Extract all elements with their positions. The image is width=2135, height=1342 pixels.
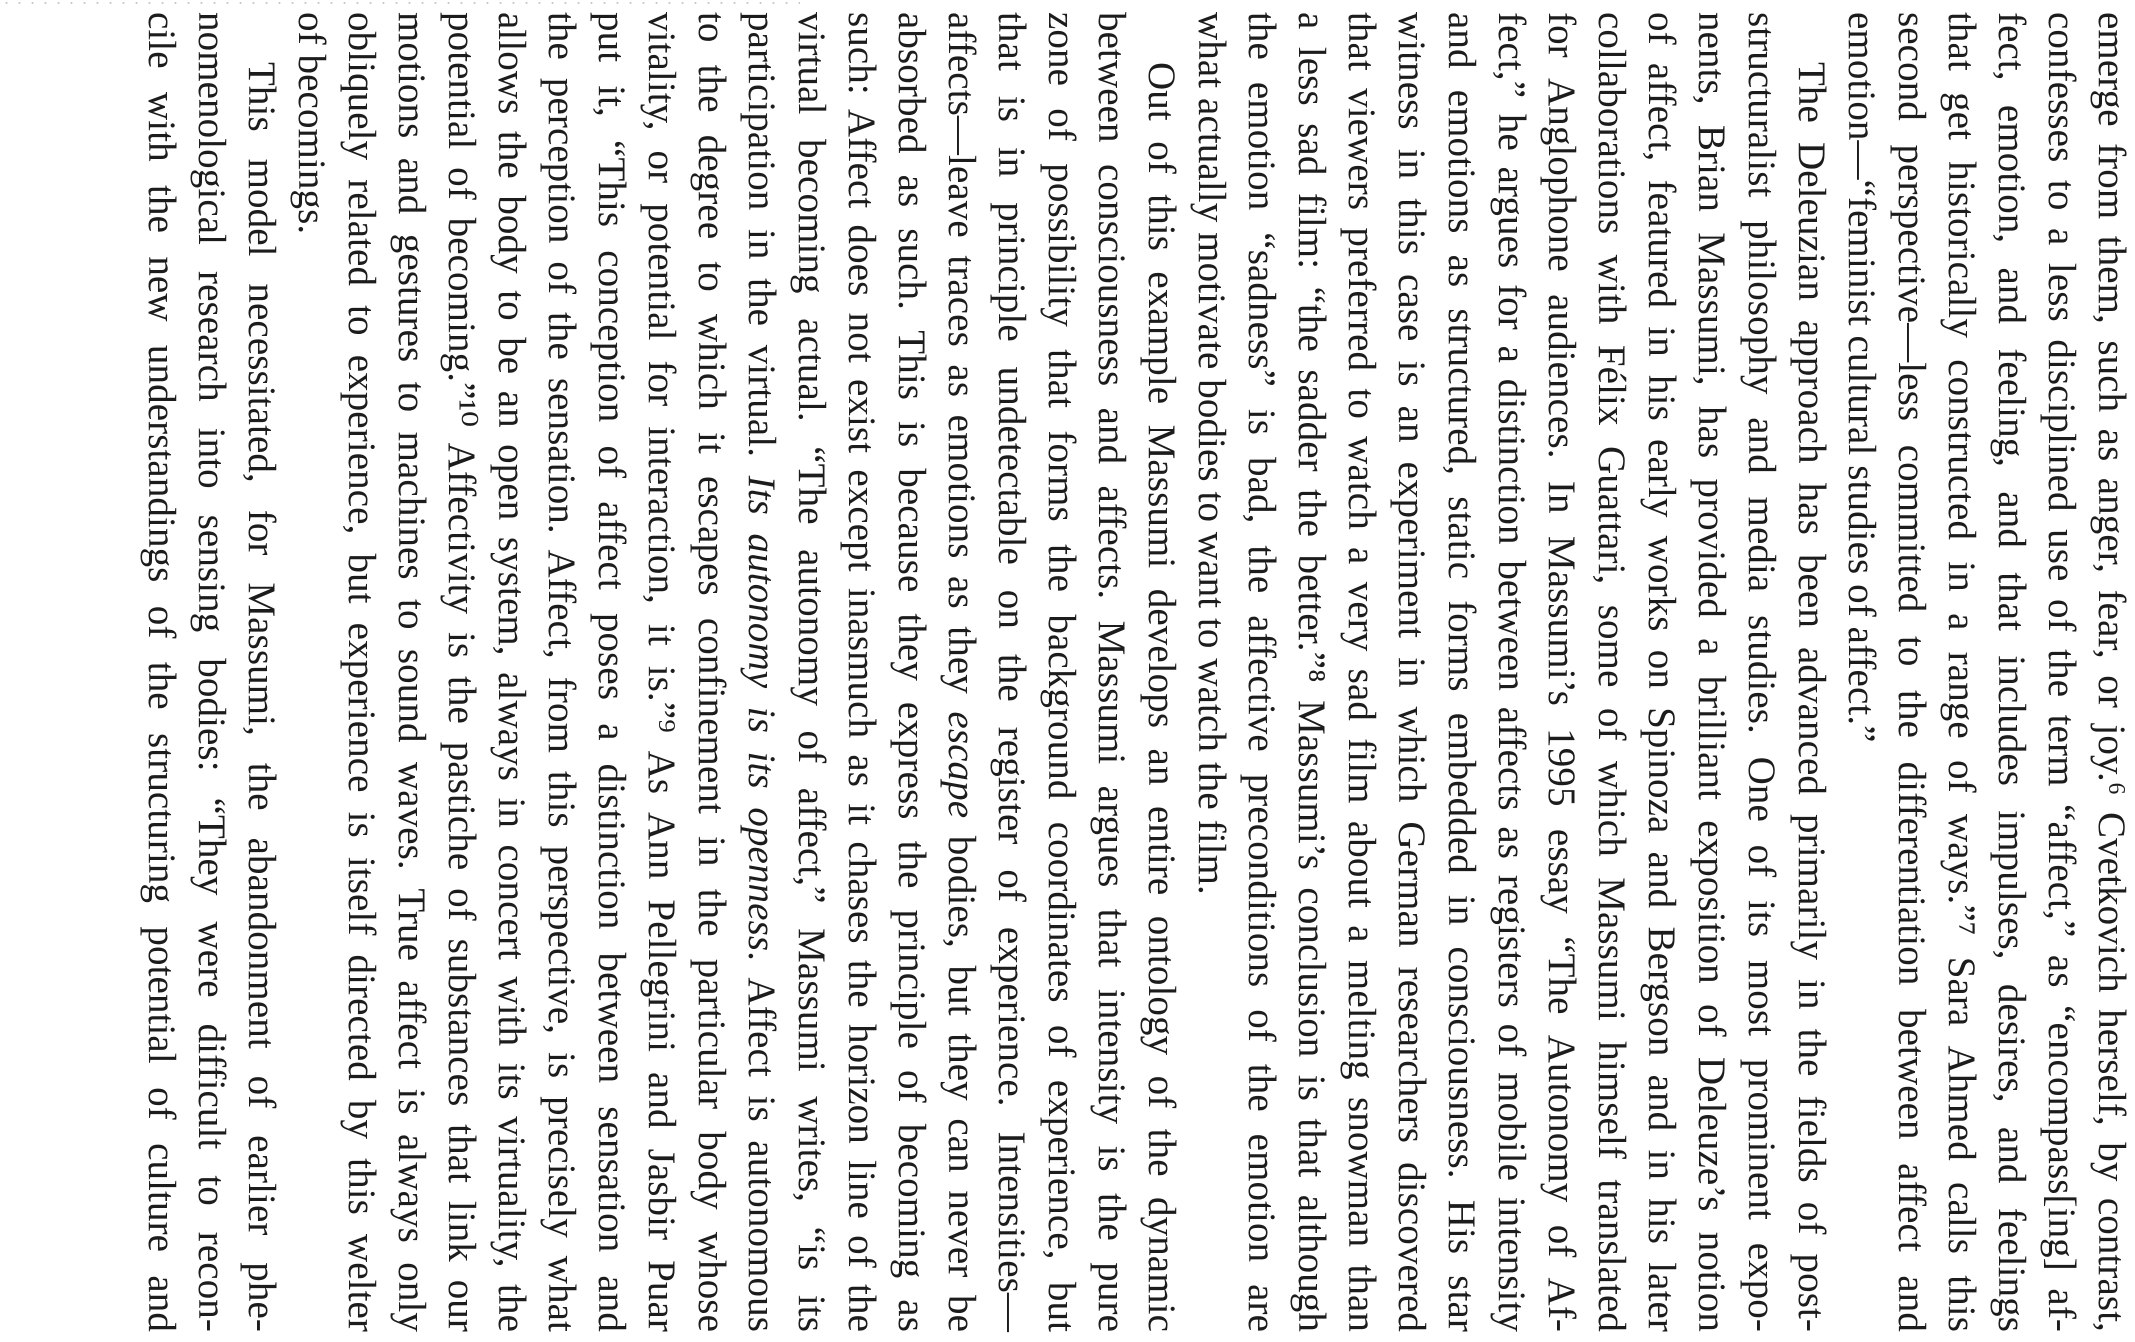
text-line: to the degree to which it escapes confinement in the particular body whose bbox=[690, 12, 733, 1332]
text-line: absorbed as such. This is because they express the principle of becoming as bbox=[890, 12, 933, 1332]
rotated-page-content bbox=[30, 0, 2135, 1342]
text-line: witness in this case is an experiment in which German researchers discovered bbox=[1390, 12, 1433, 1332]
text-line: put it, “This conception of affect poses a distinction between sensation and bbox=[590, 12, 633, 1332]
text-line: between consciousness and affects. Massumi argues that intensity is the pure bbox=[1090, 12, 1133, 1332]
text-line: This model necessitated, for Massumi, the abandonment of earlier phe- bbox=[240, 62, 283, 1332]
body-text-column bbox=[136, 12, 2133, 1332]
text-line: nomenological research into sensing bodies: “They were difficult to recon- bbox=[190, 12, 233, 1332]
text-line: such: Affect does not exist except inasmuch as it chases the horizon line of the bbox=[840, 12, 883, 1332]
text-line: potential of becoming.”¹⁰ Affectivity is the pastiche of substances that link our bbox=[440, 12, 483, 1332]
text-line: structuralist philosophy and media studies. One of its most prominent expo- bbox=[1740, 12, 1783, 1332]
text-line: that is in principle undetectable on the register of experience. Intensities— bbox=[990, 12, 1033, 1332]
text-line: and emotions as structured, static forms embedded in consciousness. His star bbox=[1440, 12, 1483, 1332]
text-line: a less sad film: “the sadder the better.”⁸ Massumi’s conclusion is that although bbox=[1290, 12, 1333, 1332]
text-line: second perspective—less committed to the differentiation between affect and bbox=[1890, 12, 1933, 1332]
text-line: The Deleuzian approach has been advanced primarily in the fields of post- bbox=[1790, 62, 1833, 1332]
text-line: the perception of the sensation. Affect, from this perspective, is precisely what bbox=[540, 12, 583, 1332]
text-line: affects—leave traces as emotions as they escape bodies, but they can never be bbox=[940, 12, 983, 1332]
text-line: obliquely related to experience, but experience is itself directed by this welter bbox=[340, 12, 383, 1332]
text-line: emerge from them, such as anger, fear, or joy.⁶ Cvetkovich herself, by contrast, bbox=[2090, 12, 2133, 1332]
text-line: allows the body to be an open system, always in concert with its virtuality, the bbox=[490, 12, 533, 1332]
text-line: fect,” he argues for a distinction between affects as registers of mobile intensity bbox=[1490, 12, 1533, 1332]
text-line: what actually motivate bodies to want to watch the film. bbox=[1190, 12, 1233, 895]
text-line: Out of this example Massumi develops an entire ontology of the dynamic bbox=[1140, 62, 1183, 1332]
text-line: motions and gestures to machines to sound waves. True affect is always only bbox=[390, 12, 433, 1332]
text-line: fect, emotion, and feeling, and that includes impulses, desires, and feelings bbox=[1990, 12, 2033, 1332]
text-line: emotion—“feminist cultural studies of affect.” bbox=[1840, 12, 1883, 743]
text-line: for Anglophone audiences. In Massumi’s 1995 essay “The Autonomy of Af- bbox=[1540, 12, 1583, 1332]
text-line: cile with the new understandings of the structuring potential of culture and bbox=[140, 12, 183, 1332]
text-line: virtual becoming actual. “The autonomy of affect,” Massumi writes, “is its bbox=[790, 12, 833, 1332]
text-line: of affect, featured in his early works on Spinoza and Bergson and in his later bbox=[1640, 12, 1683, 1332]
text-line: confesses to a less disciplined use of the term “affect,” as “encompass[ing] af- bbox=[2040, 12, 2083, 1332]
text-line: of becomings. bbox=[290, 12, 333, 235]
text-line: zone of possibility that forms the background coordinates of experience, but bbox=[1040, 12, 1083, 1332]
text-line: nents, Brian Massumi, has provided a brilliant exposition of Deleuze’s notion bbox=[1690, 12, 1733, 1332]
text-line: that viewers preferred to watch a very sad film about a melting snowman than bbox=[1340, 12, 1383, 1332]
text-line: collaborations with Félix Guattari, some of which Massumi himself translated bbox=[1590, 12, 1633, 1332]
text-line: vitality, or potential for interaction, it is.”⁹ As Ann Pellegrini and Jasbir Puar bbox=[640, 12, 683, 1332]
text-line: participation in the virtual. Its autonomy is its openness. Affect is autonomous bbox=[740, 12, 783, 1332]
text-line: the emotion “sadness” is bad, the affective preconditions of the emotion are bbox=[1240, 12, 1283, 1332]
text-line: that get historically constructed in a range of ways.”⁷ Sara Ahmed calls this bbox=[1940, 12, 1983, 1332]
